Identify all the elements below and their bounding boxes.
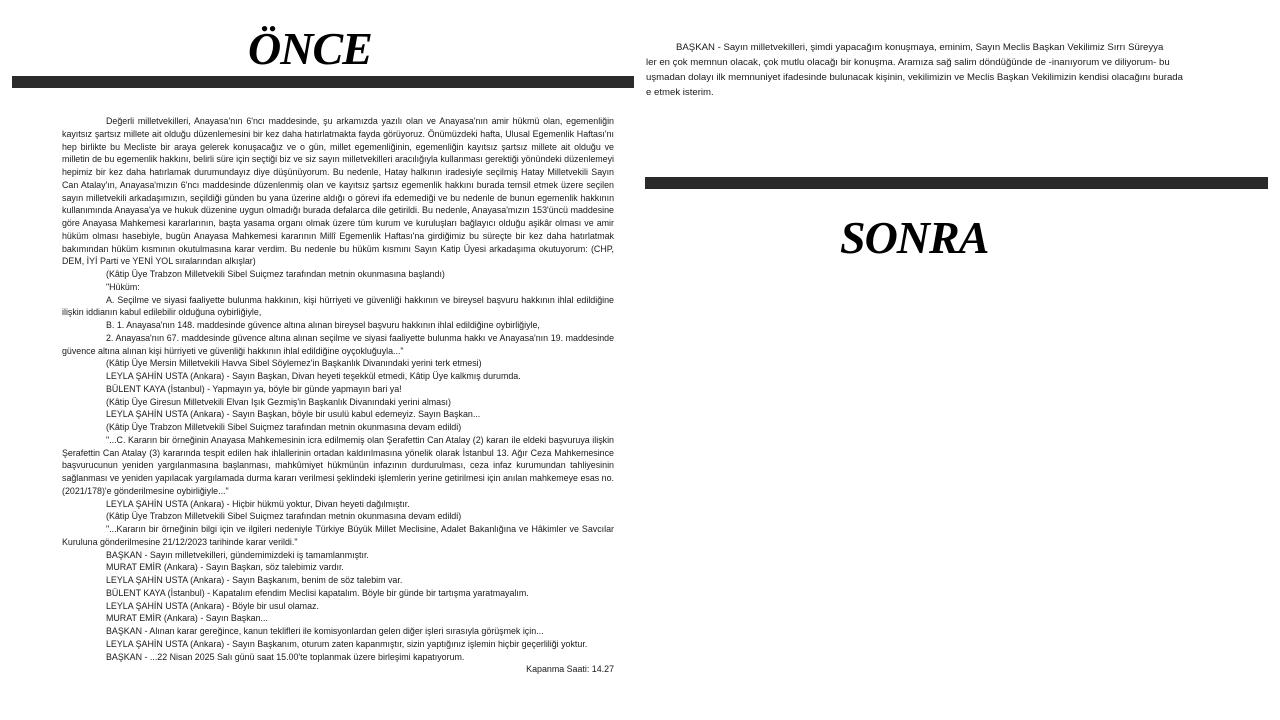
paragraph: LEYLA ŞAHİN USTA (Ankara) - Sayın Başkan, böyle bir usulü kabul edemeyiz. Sayın Başkan...	[106, 409, 481, 420]
paragraph: (Kâtip Üye Trabzon Milletvekili Sibel Suiçmez tarafından metnin okunmasına devam edildi)	[106, 511, 462, 522]
closing-time: Kapanma Saati: 14.27	[526, 664, 614, 675]
paragraph-line: ler en çok memnun olacak, çok mutlu olacağı bir konuşma. Aramıza sağ salim döndüğünde de -inanıyorum ve diliyorum- bu	[646, 57, 1170, 68]
paragraph: BAŞKAN - Alınan karar gereğince, kanun teklifleri ile komisyonlardan gelen diğer işleri sırasıyla görüşmek için...	[106, 626, 544, 636]
paragraph: (Kâtip Üye Giresun Milletvekili Elvan Işık Gezmiş'in Başkanlık Divanındaki yerini alması)	[106, 396, 451, 407]
paragraph: BAŞKAN - Sayın milletvekilleri, şimdi yapacağım konuşmaya, eminim, Sayın Meclis Başkan Vekilimiz Sırrı Süreyya	[676, 42, 1164, 53]
paragraph: BAŞKAN - Sayın milletvekilleri, gündemimizdeki iş tamamlanmıştır.	[106, 549, 369, 560]
before-transcript	[62, 115, 614, 676]
paragraph: 2. Anayasa'nın 67. maddesinde güvence altına alınan seçilme ve siyasi faaliyette bulunma hakkı ve Anayasa'nın 19. maddesinde güvence altına alınan kişi hürriyeti ve güvenliği hakkının ihlal edildiğine oyçokluğuyla..."	[62, 332, 614, 356]
paragraph: LEYLA ŞAHİN USTA (Ankara) - Böyle bir usul olamaz.	[106, 600, 319, 611]
paragraph: BÜLENT KAYA (İstanbul) - Yapmayın ya, böyle bir günde yapmayın bari ya!	[106, 383, 402, 394]
paragraph: BÜLENT KAYA (İstanbul) - Kapatalım efendim Meclisi kapatalım. Böyle bir günde bir tartışma yaratmayalım.	[106, 587, 529, 598]
paragraph: (Kâtip Üye Trabzon Milletvekili Sibel Suiçmez tarafından metnin okunmasına başlandı)	[106, 269, 445, 279]
after-transcript	[646, 40, 1266, 100]
paragraph: LEYLA ŞAHİN USTA (Ankara) - Sayın Başkan, Divan heyeti teşekkül etmedi, Kâtip Üye kalkmış durumda.	[106, 371, 521, 381]
paragraph: Değerli milletvekilleri, Anayasa'nın 6'ncı maddesinde, şu arkamızda yazılı olan ve Anayasa'nın amir hükmü olan, egemenliğin kayıtsız şartsız millete ait olduğu düzenlemesini bir kez daha hatırlatmakta fayda görüyoruz. Önümüzdeki hafta, Ulusal Egemenlik Haftası'nı hep birlikte bu Mecliste bir araya gelerek konuşacağız ve o gün, millet egemenliğinin, egemenliğin kayıtsız şartsız millete ait olduğu ve milletin de bu egemenlik hakkını, belirli süre için seçtiği biz ve siz sayın milletvekilleri aracılığıyla kullanması gerektiği yönündeki düzenlemeyi hepimiz bir kez daha hatırlamak durumundayız diye düşünüyorum. Bu nedenle, Hatay halkının iradesiyle seçilmiş Hatay Milletvekili Sayın Can Atalay'ın, Anayasa'mızın 6'ncı maddesinde düzenlenmiş olan ve kayıtsız şartsız egemenlik hakkını burada temsil etmek üzere seçilen sayın milletvekili arkadaşımızın, seçildiği günden bu yana üzerine aldığı o görevi ifa edemediği ve bu nedenle de bunun egemenlik hakkının kullanımında Anayasa'ya ve hukuk düzenine uygun olmadığı burada defalarca dile getirildi. Bu nedenle, Anayasa'mızın 153'üncü maddesine göre Anayasa Mahkemesi kararlarının, başta yasama organı olmak üzere tüm kurum ve kuruluşları bağlayıcı olduğu aşikâr olması ve amir hüküm olması hasebiyle, bugün Anayasa Mahkemesi kararının Millî Egemenlik Haftası'na girdiğimiz bu süreçte bir kez daha hatırlatmak bakımından hüküm kısmının okutulmasına karar verdim. Bu nedenle bu hüküm kısmını Sayın Katip Üyesi arkadaşıma okutuyorum: (CHP, DEM, İYİ Parti ve YENİ YOL sıralarından alkışlar)	[62, 116, 614, 267]
left-divider-bar	[12, 76, 634, 88]
paragraph: B. 1. Anayasa'nın 148. maddesinde güvence altına alınan bireysel başvuru hakkının ihlal edildiğine oybirliğiyle,	[106, 320, 540, 330]
paragraph: (Kâtip Üye Trabzon Milletvekili Sibel Suiçmez tarafından metnin okunmasına devam edildi)	[106, 422, 462, 432]
paragraph: LEYLA ŞAHİN USTA (Ankara) - Sayın Başkanım, oturum zaten kapanmıştır, sizin yaptığınız işlemin hiçbir geçerliliği yoktur.	[106, 638, 588, 649]
after-heading: SONRA	[840, 212, 989, 263]
paragraph: "...Kararın bir örneğinin bilgi için ve ilgileri nedeniyle Türkiye Büyük Millet Meclisine, Adalet Bakanlığına ve Hâkimler ve Savcılar Kuruluna gönderilmesine 21/12/2023 tarihinde karar verildi."	[62, 524, 614, 547]
paragraph-line: uşmadan dolayı ilk memnuniyet ifadesinde bulunacak kişinin, vekilimizin ve Meclis Başkan Vekilimizin kendisi olacağını burada	[646, 72, 1183, 83]
paragraph: LEYLA ŞAHİN USTA (Ankara) - Hiçbir hükmü yoktur, Divan heyeti dağılmıştır.	[106, 498, 410, 509]
paragraph: MURAT EMİR (Ankara) - Sayın Başkan, söz talebimiz vardır.	[106, 562, 344, 573]
paragraph: BAŞKAN - ...22 Nisan 2025 Salı günü saat 15.00'te toplanmak üzere birleşimi kapatıyorum.	[106, 651, 465, 662]
paragraph-line: e etmek isterim.	[646, 87, 714, 98]
paragraph: A. Seçilme ve siyasi faaliyette bulunma hakkının, kişi hürriyeti ve güvenliği hakkının ve bireysel başvuru hakkının ihlal edildiğine ilişkin iddianın kabul edilebilir olduğuna oybirliğiyle,	[62, 294, 614, 318]
paragraph: (Kâtip Üye Mersin Milletvekili Havva Sibel Söylemez'in Başkanlık Divanındaki yerini terk etmesi)	[106, 358, 482, 369]
paragraph: MURAT EMİR (Ankara) - Sayın Başkan...	[106, 613, 268, 624]
paragraph: "...C. Kararın bir örneğinin Anayasa Mahkemesinin icra edilmemiş olan Şerafettin Can Atalay (2) kararı ile eldeki başvuruya ilişkin Şerafettin Can Atalay (3) kararında tespit edilen hak ihlallerinin ortadan kaldırılmasına yönelik olarak İstanbul 13. Ağır Ceza Mahkemesince başvurucunun yeniden yargılanmasına başlanması, mahkûmiyet hükmünün infazının durdurulması, ceza infaz kurumundan tahliyesinin sağlanması ve yeniden yapılacak yargılamada durma kararı verilmesi şeklindeki işlemlerin yerine getirilmesi için anılan mahkemeye esas no. (2021/178)'e gönderilmesine oybirliğiyle..."	[62, 434, 614, 496]
before-heading: ÖNCE	[248, 23, 372, 74]
paragraph: LEYLA ŞAHİN USTA (Ankara) - Sayın Başkanım, benim de söz talebim var.	[106, 575, 403, 585]
right-divider-bar	[645, 177, 1268, 189]
paragraph: "Hüküm:	[106, 281, 140, 292]
